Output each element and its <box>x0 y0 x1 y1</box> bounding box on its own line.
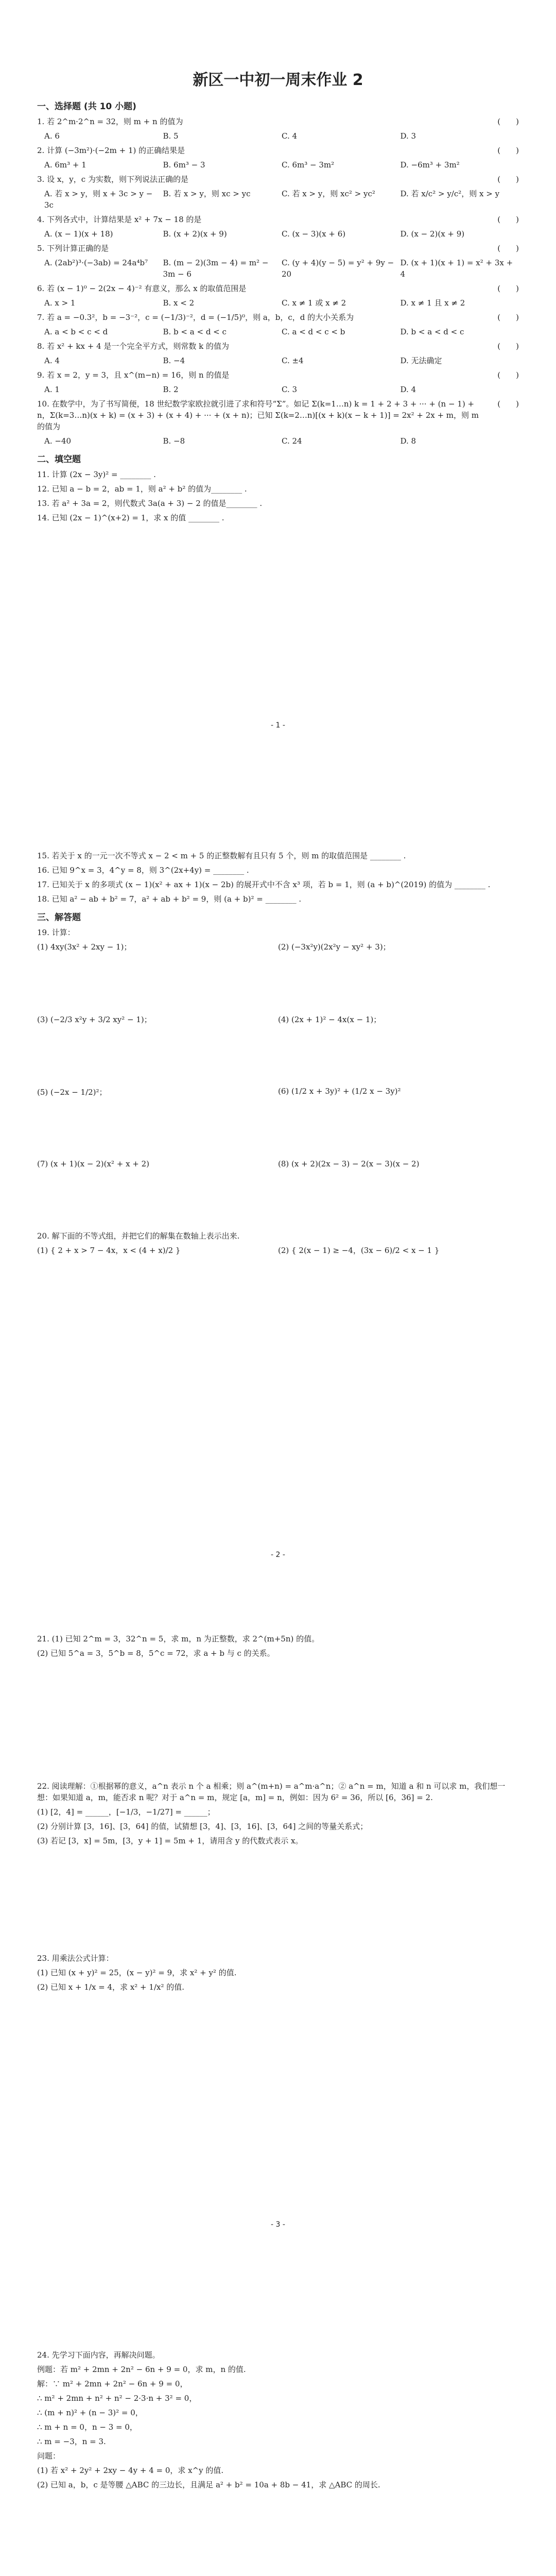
q19-item: (3) (−2/3 x²y + 3/2 xy² − 1)； <box>37 1015 152 1024</box>
q19-item: (5) (−2x − 1/2)²； <box>37 1088 107 1097</box>
choice-question <box>37 214 519 240</box>
choice-question-stem: 5. 下列计算正确的是 <box>37 244 109 253</box>
choice-option: C. ±4 <box>282 356 304 365</box>
choice-option: D. −6m³ + 3m² <box>400 160 460 170</box>
choice-options <box>37 257 519 280</box>
q24-line: ∴ m² + 2mn + n² + n² − 2·3·n + 3² = 0， <box>37 2394 197 2403</box>
choice-option: C. (y + 4)(y − 5) = y² + 9y − 20 <box>282 258 394 279</box>
q23-part: (1) 已知 (x + y)² = 25，(x − y)² = 9，求 x² + y² 的值. <box>37 1968 237 1977</box>
q23-part: (2) 已知 x + 1/x = 4，求 x² + 1/x² 的值. <box>37 1982 185 1992</box>
answer-parentheses: ( ) <box>497 117 519 126</box>
q24-line: 例题：若 m² + 2mn + 2n² − 6n + 9 = 0，求 m，n 的值. <box>37 2365 246 2374</box>
q19-item: (2) (−3x²y)(2x²y − xy² + 3)； <box>278 942 391 952</box>
choice-option: A. −40 <box>44 436 72 446</box>
choice-option: B. −4 <box>163 356 185 365</box>
choice-question <box>37 369 519 395</box>
q22-text: 22. 阅读理解：①根据幂的意义，a^n 表示 n 个 a 相乘；则 a^(m+n) = a^m·a^n；② a^n = m，知道 a 和 n 可以求 m，我们想一想：如果知道 a，m，能否求 n 呢？对于 a^n = m，规定 [a，m] = n，例如：因为 6² = 36，所以 [6，36] = 2. <box>37 1782 506 1802</box>
q24-line: 解：∵ m² + 2mn + 2n² − 6n + 9 = 0， <box>37 2379 188 2388</box>
choice-option: D. 4 <box>400 385 416 394</box>
fill-question: 12. 已知 a − b = 2，ab = 1，则 a² + b² 的值为________ . <box>37 484 247 494</box>
page-number: - 3 - <box>271 2221 285 2229</box>
choice-question <box>37 116 519 142</box>
choice-options <box>37 228 519 240</box>
choice-option: D. 8 <box>400 436 416 446</box>
page-2 <box>0 850 556 1256</box>
choice-option: B. (x + 2)(x + 9) <box>163 229 227 239</box>
q24-line: 问题： <box>37 2451 61 2461</box>
choice-option: D. (x + 1)(x + 1) = x² + 3x + 4 <box>400 258 513 279</box>
choice-question-stem: 8. 若 x² + kx + 4 是一个完全平方式，则常数 k 的值为 <box>37 342 230 351</box>
q19-item: (1) 4xy(3x² + 2xy − 1)； <box>37 942 132 952</box>
fill-question: 14. 已知 (2x − 1)^(x+2) = 1，求 x 的值 ________ . <box>37 513 224 522</box>
choice-question <box>37 283 519 309</box>
choice-option: D. 若 x/c² > y/c²，则 x > y <box>400 189 500 198</box>
q21-part-2: (2) 已知 5^a = 3，5^b = 8，5^c = 72，求 a + b 与 c 的关系。 <box>37 1649 275 1658</box>
choice-question <box>37 398 519 447</box>
page-3 <box>0 1633 556 1996</box>
fill-question: 15. 若关于 x 的一元一次不等式 x − 2 < m + 5 的正整数解有且只有 5 个，则 m 的取值范围是 ________ . <box>37 851 406 860</box>
choice-option: A. a < b < c < d <box>44 327 108 336</box>
answer-parentheses: ( ) <box>497 215 519 224</box>
q20-part-1: (1) { 2 + x > 7 − 4x，x < (4 + x)/2 } <box>37 1246 181 1255</box>
q24-line: ∴ m + n = 0，n − 3 = 0， <box>37 2422 137 2432</box>
choice-option: B. −8 <box>163 436 185 446</box>
answer-parentheses: ( ) <box>497 313 519 322</box>
choice-option: A. (2ab²)³·(−3ab) = 24a⁴b⁷ <box>44 258 148 267</box>
choice-option: D. (x − 2)(x + 9) <box>400 229 465 239</box>
choice-option: C. 6m³ − 3m² <box>282 160 335 170</box>
answer-parentheses: ( ) <box>497 284 519 293</box>
choice-option: C. x ≠ 1 或 x ≠ 2 <box>282 298 346 308</box>
q23-head: 23. 用乘法公式计算： <box>37 1954 114 1963</box>
fill-question: 17. 已知关于 x 的多项式 (x − 1)(x² + ax + 1)(x − 2b) 的展开式中不含 x³ 项，若 b = 1，则 (a + b)^(2019) 的值为 ________ . <box>37 880 491 889</box>
q20-head: 20. 解下面的不等式组，并把它们的解集在数轴上表示出来. <box>37 1231 240 1241</box>
choice-question-stem: 10. 在数学中，为了书写简便，18 世纪数学家欧拉就引进了求和符号“Σ”。如记 Σ(k=1…n) k = 1 + 2 + 3 + ··· + (n − 1) + n，Σ(k=3…n)(x + k) = (x + 3) + (x + 4) + ··· + (x + n)；已知 Σ(k=2…n)[(x + k)(x − k + 1)] = 2x² + 2x + m，则 m 的值为 <box>37 399 479 431</box>
page-title: 新区一中初一周末作业 2 <box>193 71 363 89</box>
choice-option: D. 3 <box>400 131 416 141</box>
q21-part-1: 21. (1) 已知 2^m = 3，32^n = 5，求 m，n 为正整数，求 2^(m+5n) 的值。 <box>37 1634 320 1643</box>
q19-head: 19. 计算： <box>37 928 75 937</box>
answer-parentheses: ( ) <box>497 146 519 155</box>
choice-question-stem: 9. 若 x = 2，y = 3，且 x^(m−n) = 16，则 n 的值是 <box>37 370 230 380</box>
choice-options <box>37 435 519 447</box>
fill-question: 11. 计算 (2x − 3y)² = ________ . <box>37 470 156 479</box>
q19-item: (8) (x + 2)(2x − 3) − 2(x − 3)(x − 2) <box>278 1159 420 1168</box>
choice-option: A. x > 1 <box>44 298 76 308</box>
page-4 <box>0 2349 556 2576</box>
choice-option: A. (x − 1)(x + 18) <box>44 229 113 239</box>
choice-option: C. a < d < c < b <box>282 327 345 336</box>
choice-question <box>37 174 519 211</box>
q24-line: (2) 已知 a，b，c 是等腰 △ABC 的三边长，且满足 a² + b² = 10a + 8b − 41，求 △ABC 的周长. <box>37 2480 380 2489</box>
q19-item: (4) (2x + 1)² − 4x(x − 1)； <box>278 1015 381 1024</box>
choice-option: A. 若 x > y，则 x + 3c > y − 3c <box>44 189 153 210</box>
page-number: - 2 - <box>271 1551 285 1559</box>
choice-question-stem: 2. 计算 (−3m²)·(−2m + 1) 的正确结果是 <box>37 146 185 155</box>
choice-question <box>37 243 519 280</box>
choice-options <box>37 355 519 366</box>
choice-question-stem: 3. 设 x，y，c 为实数，则下列说法正确的是 <box>37 175 188 184</box>
q20-part-2: (2) { 2(x − 1) ≥ −4，(3x − 6)/2 < x − 1 } <box>278 1246 440 1255</box>
section-answer-heading: 三、解答题 <box>37 912 81 923</box>
answer-parentheses: ( ) <box>497 342 519 351</box>
choice-options <box>37 297 519 309</box>
choice-option: B. 若 x > y，则 xc > yc <box>163 189 251 198</box>
choice-option: C. 4 <box>282 131 298 141</box>
choice-question-list <box>37 116 519 447</box>
page-number: - 1 - <box>271 721 285 730</box>
choice-option: D. 无法确定 <box>400 356 442 365</box>
answer-parentheses: ( ) <box>497 399 519 409</box>
choice-options <box>37 130 519 142</box>
choice-option: C. (x − 3)(x + 6) <box>282 229 346 239</box>
choice-option: B. (m − 2)(3m − 4) = m² − 3m − 6 <box>163 258 269 279</box>
q24-line: ∴ (m + n)² + (n − 3)² = 0， <box>37 2408 143 2417</box>
choice-option: B. x < 2 <box>163 298 195 308</box>
choice-option: B. b < a < d < c <box>163 327 227 336</box>
section-choice-heading: 一、选择题 (共 10 小题) <box>37 101 136 112</box>
fill-question: 16. 已知 9^x = 3，4^y = 8，则 3^(2x+4y) = ________ . <box>37 866 249 875</box>
choice-option: B. 6m³ − 3 <box>163 160 205 170</box>
choice-option: C. 若 x > y，则 xc² > yc² <box>282 189 375 198</box>
choice-options <box>37 326 519 337</box>
page-1 <box>0 0 556 527</box>
choice-question-stem: 4. 下列各式中，计算结果是 x² + 7x − 18 的是 <box>37 215 202 224</box>
section-fill-heading: 二、填空题 <box>37 454 81 465</box>
choice-question <box>37 341 519 366</box>
q22-part: (3) 若记 [3，x] = 5m，[3，y + 1] = 5m + 1，请用含 y 的代数式表示 x。 <box>37 1836 303 1845</box>
choice-option: D. x ≠ 1 且 x ≠ 2 <box>400 298 465 308</box>
choice-option: A. 6m³ + 1 <box>44 160 86 170</box>
choice-option: A. 4 <box>44 356 60 365</box>
fill-question: 13. 若 a² + 3a = 2，则代数式 3a(a + 3) − 2 的值是________ . <box>37 499 263 508</box>
choice-option: C. 3 <box>282 385 298 394</box>
q19-item: (7) (x + 1)(x − 2)(x² + x + 2) <box>37 1159 150 1168</box>
q24-line: ∴ m = −3，n = 3. <box>37 2437 106 2446</box>
choice-option: A. 1 <box>44 385 60 394</box>
choice-question-stem: 1. 若 2^m·2^n = 32，则 m + n 的值为 <box>37 117 183 126</box>
choice-option: B. 5 <box>163 131 179 141</box>
answer-parentheses: ( ) <box>497 244 519 253</box>
answer-parentheses: ( ) <box>497 370 519 380</box>
choice-question <box>37 312 519 337</box>
answer-parentheses: ( ) <box>497 175 519 184</box>
choice-option: B. 2 <box>163 385 179 394</box>
q24-line: 24. 先学习下面内容，再解决问题。 <box>37 2350 160 2360</box>
choice-option: D. b < a < d < c <box>400 327 464 336</box>
fill-question: 18. 已知 a² − ab + b² = 7，a² + ab + b² = 9，则 (a + b)² = ________ . <box>37 894 302 904</box>
choice-options <box>37 384 519 395</box>
q24-line: (1) 若 x² + 2y² + 2xy − 4y + 4 = 0，求 x^y 的值. <box>37 2466 224 2475</box>
choice-question <box>37 145 519 171</box>
choice-options <box>37 159 519 171</box>
q22-part: (2) 分别计算 [3，16]、[3，64] 的值，试猜想 [3，4]、[3，16]、[3，64] 之间的等量关系式； <box>37 1822 368 1831</box>
q19-item: (6) (1/2 x + 3y)² + (1/2 x − 3y)² <box>278 1087 401 1096</box>
choice-options <box>37 188 519 211</box>
choice-option: A. 6 <box>44 131 60 141</box>
choice-option: C. 24 <box>282 436 302 446</box>
choice-question-stem: 6. 若 (x − 1)⁰ − 2(2x − 4)⁻² 有意义，那么 x 的取值范围是 <box>37 284 247 293</box>
q22-part: (1) [2，4] = ______，[−1/3，−1/27] = ______； <box>37 1807 215 1817</box>
choice-question-stem: 7. 若 a = −0.3²，b = −3⁻²，c = (−1/3)⁻²，d = (−1/5)⁰，则 a，b，c，d 的大小关系为 <box>37 313 354 322</box>
